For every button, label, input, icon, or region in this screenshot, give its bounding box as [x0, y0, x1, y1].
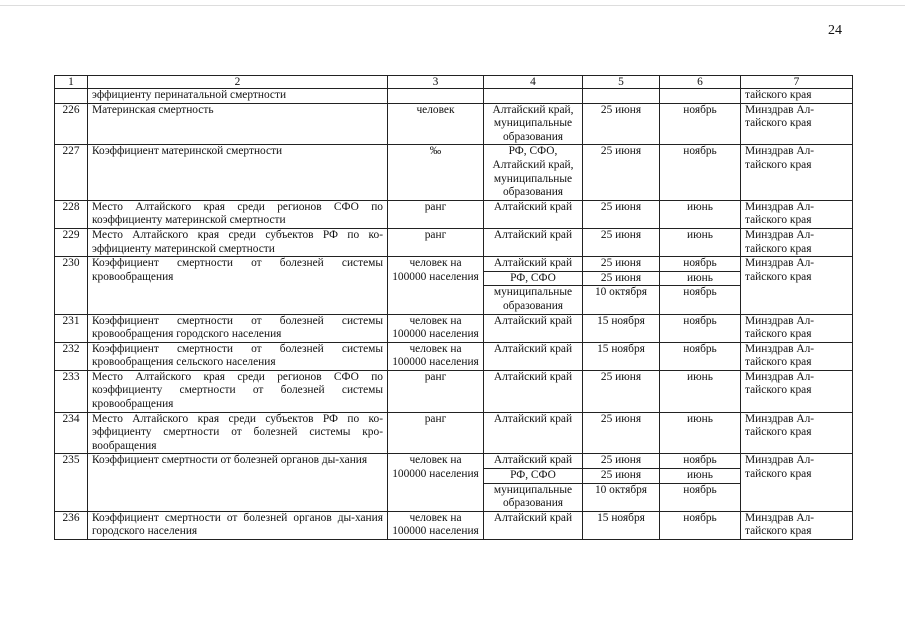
date-cell: 15 ноября	[583, 314, 660, 342]
unit-cell: человек на 100000 населения	[388, 314, 484, 342]
indicator-name: Коэффициент смертности от болезней органов ды-хания	[88, 454, 388, 511]
indicator-table	[54, 75, 853, 540]
period-stack	[660, 257, 741, 300]
table-row	[55, 412, 853, 454]
level-stack	[484, 454, 583, 510]
row-number: 226	[55, 103, 88, 145]
source-cell: Минздрав Ал-тайского края	[741, 200, 853, 228]
source-cell: Минздрав Ал-тайского края	[741, 412, 853, 454]
date-cell: 25 июня	[583, 370, 660, 412]
row-number: 231	[55, 314, 88, 342]
period-cell: июнь	[660, 412, 741, 454]
table-row	[55, 370, 853, 412]
row-number: 236	[55, 511, 88, 539]
period-cell: июнь	[660, 370, 741, 412]
source-cell: тайского края	[741, 89, 853, 104]
level-cell: Алтайский край	[484, 314, 583, 342]
source-cell: Минздрав Ал-тайского края	[741, 145, 853, 200]
period-value: ноябрь	[660, 285, 741, 300]
header-cell: 5	[583, 76, 660, 89]
level-value: РФ, СФО	[484, 468, 583, 483]
unit-cell: человек на 100000 населения	[388, 342, 484, 370]
period-cell: ноябрь	[660, 314, 741, 342]
period-cell: ноябрь	[660, 103, 741, 145]
source-cell: Минздрав Ал-тайского края	[741, 314, 853, 342]
period-cell: июнь	[660, 200, 741, 228]
level-cell: Алтайский край	[484, 200, 583, 228]
page-top-rule	[0, 5, 905, 6]
level-cell: Алтайский край	[484, 228, 583, 256]
period-cell: июнь	[660, 228, 741, 256]
date-cell: 25 июня	[583, 200, 660, 228]
period-value: ноябрь	[660, 483, 741, 498]
source-cell: Минздрав Ал-тайского края	[741, 228, 853, 256]
date-value: 10 октября	[583, 483, 660, 498]
period-stack	[660, 454, 741, 497]
table-row	[55, 342, 853, 370]
row-number: 234	[55, 412, 88, 454]
period-cell	[660, 257, 741, 314]
date-cell: 25 июня	[583, 228, 660, 256]
header-cell: 6	[660, 76, 741, 89]
date-cell: 25 июня	[583, 145, 660, 200]
indicator-name: Коэффициент смертности от болезней органов ды-хания городского населения	[88, 511, 388, 539]
row-number: 227	[55, 145, 88, 200]
table-row	[55, 454, 853, 511]
continued-row	[55, 89, 853, 104]
date-cell: 15 ноября	[583, 511, 660, 539]
row-number: 228	[55, 200, 88, 228]
unit-cell: человек	[388, 103, 484, 145]
date-value: 25 июня	[583, 271, 660, 286]
date-stack	[583, 257, 660, 300]
date-value: 10 октября	[583, 285, 660, 300]
source-cell: Минздрав Ал-тайского края	[741, 257, 853, 314]
level-cell: РФ, СФО, Алтайский край, муниципальные образования	[484, 145, 583, 200]
row-number: 232	[55, 342, 88, 370]
level-cell	[484, 257, 583, 314]
indicator-name: Коэффициент смертности от болезней системы кровообращения сельского населения	[88, 342, 388, 370]
indicator-name: Материнская смертность	[88, 103, 388, 145]
row-number: 229	[55, 228, 88, 256]
table-row	[55, 145, 853, 200]
page-number: 24	[828, 23, 842, 38]
indicator-name: Место Алтайского края среди регионов СФО по коэффициенту смертности от болезней системы кровообращения	[88, 370, 388, 412]
row-number: 230	[55, 257, 88, 314]
level-cell	[484, 454, 583, 511]
period-cell: ноябрь	[660, 145, 741, 200]
period-value: июнь	[660, 468, 741, 483]
header-cell: 3	[388, 76, 484, 89]
indicator-name: Место Алтайского края среди субъектов РФ по ко-эффициенту материнской смертности	[88, 228, 388, 256]
table-row	[55, 200, 853, 228]
source-cell: Минздрав Ал-тайского края	[741, 370, 853, 412]
source-cell: Минздрав Ал-тайского края	[741, 454, 853, 511]
date-stack	[583, 454, 660, 497]
indicator-name: Место Алтайского края среди субъектов РФ по ко-эффициенту смертности от болезней системы кро-вообращения	[88, 412, 388, 454]
row-number: 233	[55, 370, 88, 412]
level-cell: Алтайский край	[484, 370, 583, 412]
level-stack	[484, 257, 583, 313]
period-value: ноябрь	[683, 454, 717, 467]
indicator-name: эффициенту перинатальной смертности	[88, 89, 388, 104]
period-cell: ноябрь	[660, 511, 741, 539]
level-value: РФ, СФО	[484, 271, 583, 286]
period-cell: ноябрь	[660, 342, 741, 370]
level-cell: Алтайский край	[484, 342, 583, 370]
level-value: муниципальные образования	[484, 285, 583, 313]
table-row	[55, 257, 853, 314]
source-cell: Минздрав Ал-тайского края	[741, 511, 853, 539]
row-number: 235	[55, 454, 88, 511]
period-value: июнь	[660, 271, 741, 286]
header-row	[55, 76, 853, 89]
level-cell: Алтайский край, муниципальные образования	[484, 103, 583, 145]
date-value: 25 июня	[600, 454, 642, 467]
date-cell	[583, 454, 660, 511]
unit-cell: ‰	[388, 145, 484, 200]
table-row	[55, 228, 853, 256]
level-value: муниципальные образования	[484, 483, 583, 511]
period-cell	[660, 454, 741, 511]
indicator-name: Коэффициент смертности от болезней системы кровообращения	[88, 257, 388, 314]
unit-cell: ранг	[388, 370, 484, 412]
header-cell: 7	[741, 76, 853, 89]
date-value: 25 июня	[600, 257, 642, 270]
unit-cell: ранг	[388, 412, 484, 454]
level-value: Алтайский край	[493, 454, 573, 467]
header-cell: 1	[55, 76, 88, 89]
date-cell: 15 ноября	[583, 342, 660, 370]
header-cell: 2	[88, 76, 388, 89]
level-cell: Алтайский край	[484, 412, 583, 454]
header-cell: 4	[484, 76, 583, 89]
indicator-name: Коэффициент смертности от болезней системы кровообращения городского населения	[88, 314, 388, 342]
period-value: ноябрь	[683, 257, 717, 270]
unit-cell: человек на 100000 населения	[388, 257, 484, 314]
table-row	[55, 511, 853, 539]
table-row	[55, 103, 853, 145]
date-cell: 25 июня	[583, 103, 660, 145]
unit-cell: человек на 100000 населения	[388, 511, 484, 539]
indicator-name: Место Алтайского края среди регионов СФО по коэффициенту материнской смертности	[88, 200, 388, 228]
date-cell	[583, 257, 660, 314]
indicator-name: Коэффициент материнской смертности	[88, 145, 388, 200]
level-value: Алтайский край	[493, 257, 573, 270]
unit-cell: ранг	[388, 200, 484, 228]
level-cell: Алтайский край	[484, 511, 583, 539]
table-row	[55, 314, 853, 342]
source-cell: Минздрав Ал-тайского края	[741, 103, 853, 145]
unit-cell: человек на 100000 населения	[388, 454, 484, 511]
date-cell: 25 июня	[583, 412, 660, 454]
date-value: 25 июня	[583, 468, 660, 483]
unit-cell: ранг	[388, 228, 484, 256]
source-cell: Минздрав Ал-тайского края	[741, 342, 853, 370]
